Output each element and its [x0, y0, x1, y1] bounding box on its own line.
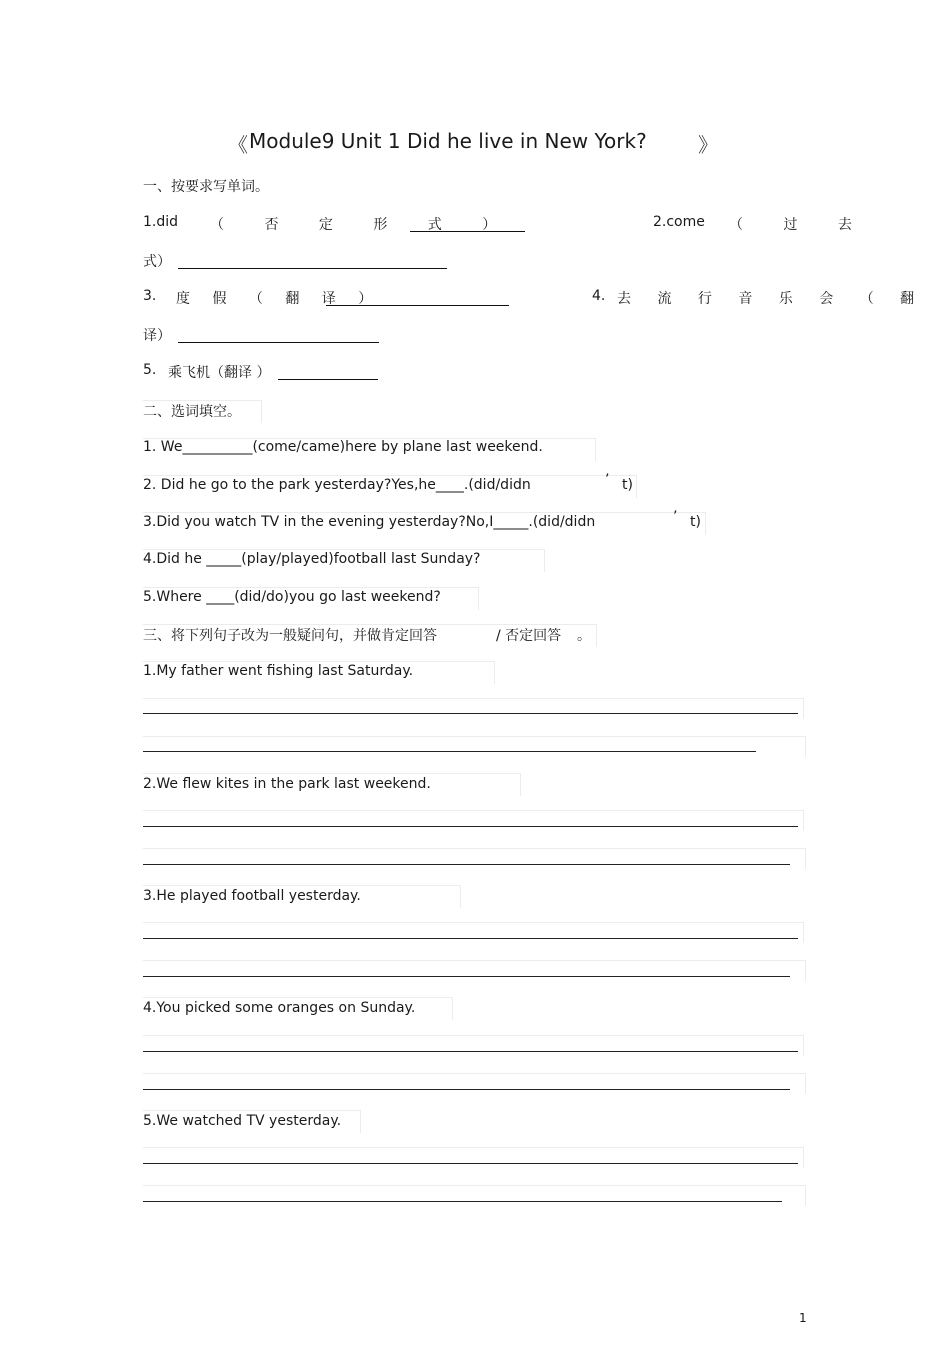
- section3-heading-b: / 否定回答: [496, 628, 562, 644]
- s1-q2-hint-b: 式）: [143, 254, 171, 270]
- s1-q5-hint: 乘飞机（翻译 ）: [168, 365, 271, 381]
- title-open-bracket: 《: [228, 133, 248, 157]
- s1-q4-hint-a: 去 流 行 音 乐 会 （ 翻: [617, 291, 926, 307]
- s1-q3-answer-blank[interactable]: [326, 291, 509, 306]
- s3-item4-answer-line-1[interactable]: [143, 1051, 798, 1052]
- s2-item-5[interactable]: 5.Where ____(did/do)you go last weekend?: [143, 589, 441, 605]
- s1-q2-answer-blank[interactable]: [178, 254, 447, 269]
- section2-heading: 二、选词填空。: [143, 404, 241, 420]
- s2-item-3-apostrophe: ’: [673, 509, 678, 525]
- s3-item-4: 4.You picked some oranges on Sunday.: [143, 1000, 416, 1016]
- s1-q1-hint: （ 否 定 形 式 ）: [210, 217, 515, 233]
- s3-item1-answer-line-2[interactable]: [143, 751, 756, 752]
- s1-q4-hint-b: 译）: [143, 328, 171, 344]
- s1-q1-answer-blank[interactable]: [410, 217, 525, 232]
- s3-item4-answer-line-2[interactable]: [143, 1089, 790, 1090]
- s2-item-4[interactable]: 4.Did he _____(play/played)football last Sunday?: [143, 551, 481, 567]
- s1-q3-number: 3.: [143, 288, 157, 304]
- s3-item3-line1-frame: [143, 922, 804, 943]
- s2-item-1[interactable]: 1. We__________(come/came)here by plane last weekend.: [143, 439, 543, 455]
- s3-item5-answer-line-2[interactable]: [143, 1201, 782, 1202]
- s2-item-3-end: t): [690, 514, 701, 530]
- s1-q2-hint-a: （ 过 去: [729, 217, 870, 233]
- s2-item-2-apostrophe: ’: [605, 472, 610, 488]
- s1-q2-number: 2.come: [653, 214, 705, 230]
- section1-heading: 一、按要求写单词。: [143, 179, 269, 195]
- s3-item3-answer-line-1[interactable]: [143, 938, 798, 939]
- section3-heading-c: 。: [577, 628, 591, 644]
- s1-q5-answer-blank[interactable]: [278, 365, 378, 380]
- s3-item1-line2-frame: [143, 736, 806, 757]
- title-close-bracket: 》: [698, 133, 718, 157]
- s3-item5-line2-frame: [143, 1185, 806, 1206]
- page-title: Module9 Unit 1 Did he live in New York?: [249, 129, 647, 153]
- s3-item-3: 3.He played football yesterday.: [143, 888, 361, 904]
- s3-item3-line2-frame: [143, 960, 806, 981]
- s2-item-3[interactable]: 3.Did you watch TV in the evening yesterday?No,I_____.(did/didn: [143, 514, 596, 530]
- section3-heading-a: 三、将下列句子改为一般疑问句，并做肯定回答: [143, 628, 437, 644]
- s3-item1-answer-line-1[interactable]: [143, 713, 798, 714]
- s1-q1-number: 1.did: [143, 214, 179, 230]
- s1-q4-answer-blank[interactable]: [178, 328, 379, 343]
- s2-item-2-end: t): [622, 477, 633, 493]
- s3-item2-line1-frame: [143, 810, 804, 831]
- s3-item1-line1-frame: [143, 698, 804, 719]
- s3-item5-answer-line-1[interactable]: [143, 1163, 798, 1164]
- s3-item-1: 1.My father went fishing last Saturday.: [143, 663, 414, 679]
- s1-q5-number: 5.: [143, 362, 157, 378]
- s3-item5-line1-frame: [143, 1147, 804, 1168]
- s3-item-5: 5.We watched TV yesterday.: [143, 1113, 342, 1129]
- s3-item4-line1-frame: [143, 1035, 804, 1056]
- s3-item2-line2-frame: [143, 848, 806, 869]
- s3-item3-answer-line-2[interactable]: [143, 976, 790, 977]
- s3-item2-answer-line-1[interactable]: [143, 826, 798, 827]
- s2-item-2[interactable]: 2. Did he go to the park yesterday?Yes,he____.(did/didn: [143, 477, 531, 493]
- page-number: 1: [799, 1311, 807, 1325]
- s3-item2-answer-line-2[interactable]: [143, 864, 790, 865]
- s3-item4-line2-frame: [143, 1073, 806, 1094]
- s1-q3-hint: 度 假 （ 翻 译 ）: [176, 291, 382, 307]
- s3-item-2: 2.We flew kites in the park last weekend.: [143, 776, 431, 792]
- s1-q4-number: 4.: [592, 288, 606, 304]
